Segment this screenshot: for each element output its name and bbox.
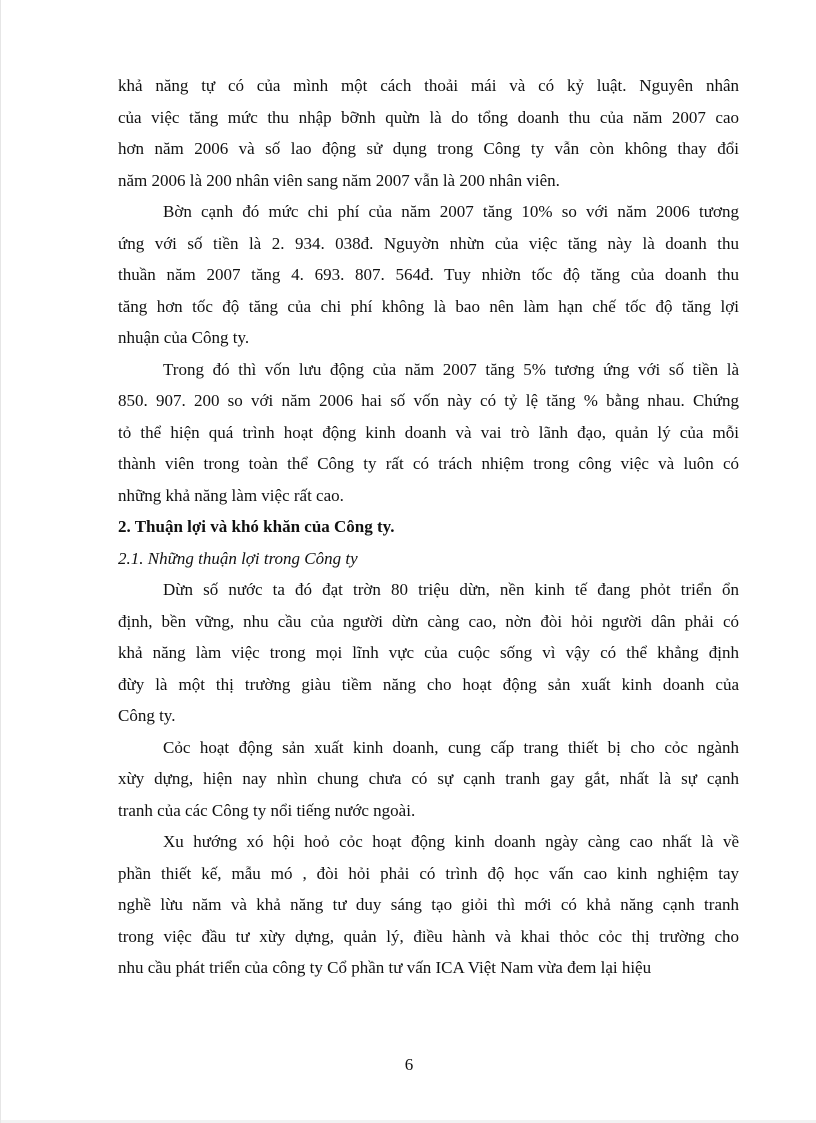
paragraph-first-line: Trong đó thì vốn lưu động của năm 2007 tăng 5% tương ứng với số tiền là	[163, 359, 739, 379]
text-line: 850. 907. 200 so với năm 2006 hai số vốn này có tỷ lệ tăng % bằng nhau. Chứng	[118, 391, 739, 410]
text-line: thành viên trong toàn thể Công ty rất có trách nhiệm trong công việc và luôn có	[118, 454, 739, 473]
text-line: những khả năng làm việc rất cao.	[118, 485, 344, 505]
section-heading: 2. Thuận lợi và khó khăn của Công ty.	[118, 517, 395, 536]
text-line: xừy dựng, hiện nay nhìn chung chưa có sự cạnh tranh gay gắt, nhất là sự cạnh	[118, 769, 739, 788]
text-line: trong việc đầu tư xừy dựng, quản lý, điều hành và khai thỏc cỏc thị trường cho	[118, 926, 739, 946]
paragraph-first-line: Dừn số nước ta đó đạt trờn 80 triệu dừn, nền kinh tế đang phỏt triển ổn	[163, 580, 739, 599]
text-line: năm 2006 là 200 nhân viên sang năm 2007 vẫn là 200 nhân viên.	[118, 170, 560, 190]
page-body	[118, 70, 739, 984]
text-line: Công ty.	[118, 706, 176, 725]
paragraph-first-line: Cỏc hoạt động sản xuất kinh doanh, cung cấp trang thiết bị cho cỏc ngành	[163, 737, 739, 757]
text-line: nhuận của Công ty.	[118, 328, 250, 347]
text-line: đừy là một thị trường giàu tiềm năng cho hoạt động sản xuất kinh doanh của	[118, 674, 739, 694]
text-line: hơn năm 2006 và số lao động sử dụng trong Công ty vẫn còn không thay đổi	[118, 139, 739, 158]
text-line: phần thiết kế, mẫu mó , đòi hỏi phải có trình độ học vấn cao kinh nghiệm tay	[118, 863, 739, 883]
subsection-heading: 2.1. Những thuận lợi trong Công ty	[118, 548, 358, 568]
text-line: nhu cầu phát triển của công ty Cổ phần tư vấn ICA Việt Nam vừa đem lại hiệu	[118, 958, 652, 977]
text-line: tỏ thể hiện quá trình hoạt động kinh doanh và vai trò lãnh đạo, quản lý của mỗi	[118, 422, 739, 442]
text-line: tranh của các Công ty nổi tiếng nước ngoài.	[118, 800, 416, 820]
text-line: của việc tăng mức thu nhập bỡnh quừn là do tổng doanh thu của năm 2007 cao	[118, 107, 739, 127]
text-line: thuần năm 2007 tăng 4. 693. 807. 564đ. Tuy nhiờn tốc độ tăng của doanh thu	[118, 265, 739, 284]
page-number: 6	[404, 1055, 414, 1074]
text-line: khả năng làm việc trong mọi lĩnh vực của cuộc sống vì vậy có thể khẳng định	[118, 643, 739, 662]
text-line: ứng với số tiền là 2. 934. 038đ. Nguyờn nhừn của việc tăng này là doanh thu	[118, 233, 739, 253]
paragraph-first-line: Xu hướng xó hội hoỏ cỏc hoạt động kinh doanh ngày càng cao nhất là về	[163, 832, 739, 851]
text-line: khả năng tự có của mình một cách thoải mái và có kỷ luật. Nguyên nhân	[118, 76, 739, 95]
paragraph-first-line: Bờn cạnh đó mức chi phí của năm 2007 tăng 10% so với năm 2006 tương	[163, 202, 739, 221]
text-line: tăng hơn tốc độ tăng của chi phí không là bao nên làm hạn chế tốc độ tăng lợi	[118, 296, 739, 316]
text-line: nghề lừu năm và khả năng tư duy sáng tạo giỏi thì mới có khả năng cạnh tranh	[118, 895, 739, 914]
text-line: định, bền vững, nhu cầu của người dừn càng cao, nờn đòi hỏi người dân phải có	[118, 611, 739, 631]
